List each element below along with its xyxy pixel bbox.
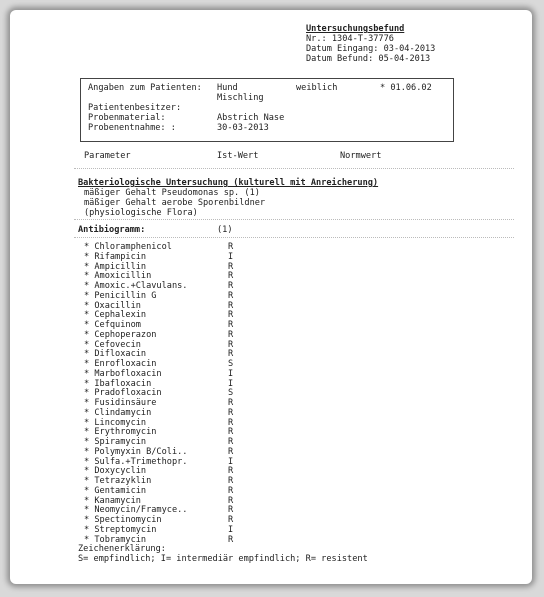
antibiotic-name: * Erythromycin	[84, 427, 157, 438]
antibiotic-name: * Rifampicin	[84, 251, 147, 262]
antibiotic-name: * Cefovecin	[84, 339, 141, 350]
antibiotic-name: * Sulfa.+Trimethopr.	[84, 456, 188, 467]
susceptibility-value: R	[228, 261, 234, 272]
antibiotic-name: * Ibafloxacin	[84, 378, 152, 389]
susceptibility-value: R	[228, 339, 234, 350]
susceptibility-value: R	[228, 290, 234, 301]
susceptibility-value: R	[228, 407, 234, 418]
bacteriology-heading: Bakteriologische Untersuchung (kulturell mit Anreicherung)	[78, 178, 379, 188]
antibiotic-name: * Kanamycin	[84, 495, 141, 506]
susceptibility-value: R	[228, 349, 234, 360]
antibiotic-name: * Cefquinom	[84, 320, 141, 330]
patient-label: Angaben zum Patienten:	[88, 83, 202, 93]
antibiotic-name: * Amoxicillin	[84, 271, 152, 282]
antibiotic-name: * Difloxacin	[84, 349, 147, 360]
susceptibility-value: I	[228, 524, 234, 535]
susceptibility-value: R	[228, 505, 234, 516]
susceptibility-value: R	[228, 446, 234, 457]
patient-birth: * 01.06.02	[380, 83, 432, 93]
antibiotic-name: * Chloramphenicol	[84, 242, 172, 252]
antibiotic-name: * Neomycin/Framyce..	[84, 505, 188, 516]
susceptibility-value: R	[228, 495, 234, 506]
susceptibility-value: I	[228, 456, 234, 467]
antibiotic-name: * Fusidinsäure	[84, 398, 157, 408]
antibiotic-name: * Clindamycin	[84, 407, 152, 418]
date-received: Datum Eingang: 03-04-2013	[306, 44, 436, 54]
susceptibility-value: R	[228, 310, 234, 321]
susceptibility-value: R	[228, 417, 234, 428]
antibiotic-name: * Streptomycin	[84, 524, 157, 535]
antibiotic-name: * Polymyxin B/Coli..	[84, 446, 188, 457]
susceptibility-value: R	[228, 476, 234, 486]
susceptibility-value: R	[228, 281, 234, 291]
antibiotic-name: * Doxycyclin	[84, 466, 147, 477]
divider	[74, 237, 514, 238]
material-value: Abstrich Nase	[217, 113, 285, 123]
material-label: Probenmaterial:	[88, 113, 166, 123]
divider	[74, 219, 514, 220]
sampling-date: 30-03-2013	[217, 123, 269, 133]
antibiotic-name: * Lincomycin	[84, 417, 147, 428]
antibiotic-name: * Penicillin G	[84, 290, 157, 301]
col-parameter: Parameter	[84, 151, 131, 161]
antibiotic-name: * Pradofloxacin	[84, 388, 162, 399]
susceptibility-value: R	[228, 398, 234, 408]
susceptibility-value: R	[228, 427, 234, 438]
susceptibility-value: I	[228, 368, 234, 379]
patient-species: Hund	[217, 83, 238, 93]
antibiotic-name: * Cephalexin	[84, 310, 147, 321]
antibiotic-name: * Tobramycin	[84, 534, 147, 545]
susceptibility-value: R	[228, 534, 234, 545]
report-number: Nr.: 1304-T-37776	[306, 34, 394, 44]
legend-text: S= empfindlich; I= intermediär empfindlich; R= resistent	[78, 554, 368, 564]
susceptibility-value: R	[228, 437, 234, 447]
antibiogram-ref: (1)	[217, 225, 233, 235]
patient-breed: Mischling	[217, 93, 264, 103]
antibiotic-name: * Spiramycin	[84, 437, 147, 447]
susceptibility-value: R	[228, 485, 234, 496]
antibiotic-name: * Cephoperazon	[84, 329, 157, 340]
antibiogram-label: Antibiogramm:	[78, 225, 146, 235]
susceptibility-value: S	[228, 388, 234, 399]
legend-title: Zeichenerklärung:	[78, 544, 166, 554]
antibiotic-name: * Oxacillin	[84, 300, 141, 311]
susceptibility-value: I	[228, 251, 234, 262]
report-title: Untersuchungsbefund	[306, 24, 405, 34]
susceptibility-value: R	[228, 329, 234, 340]
antibiotic-name: * Ampicillin	[84, 261, 147, 272]
susceptibility-value: I	[228, 378, 234, 389]
susceptibility-value: R	[228, 300, 234, 311]
owner-label: Patientenbesitzer:	[88, 103, 182, 113]
susceptibility-value: S	[228, 359, 234, 369]
antibiotic-name: * Amoxic.+Clavulans.	[84, 281, 188, 291]
report-page	[10, 10, 532, 584]
bacteriology-line: mäßiger Gehalt aerobe Sporenbildner	[84, 198, 266, 208]
patient-sex: weiblich	[296, 83, 338, 93]
susceptibility-value: R	[228, 466, 234, 477]
susceptibility-value: R	[228, 320, 234, 330]
bacteriology-line: mäßiger Gehalt Pseudomonas sp. (1)	[84, 188, 260, 198]
antibiotic-name: * Gentamicin	[84, 485, 147, 496]
col-actual-value: Ist-Wert	[217, 151, 259, 161]
susceptibility-value: R	[228, 515, 234, 525]
bacteriology-line: (physiologische Flora)	[84, 208, 198, 218]
antibiotic-name: * Spectinomycin	[84, 515, 162, 525]
antibiotic-name: * Tetrazyklin	[84, 476, 152, 486]
date-report: Datum Befund: 05-04-2013	[306, 54, 431, 64]
antibiotic-name: * Marbofloxacin	[84, 368, 162, 379]
susceptibility-value: R	[228, 271, 234, 282]
divider	[74, 168, 514, 169]
sampling-label: Probenentnahme: :	[88, 123, 176, 133]
susceptibility-value: R	[228, 242, 234, 252]
col-normal-value: Normwert	[340, 151, 382, 161]
antibiotic-name: * Enrofloxacin	[84, 359, 157, 369]
